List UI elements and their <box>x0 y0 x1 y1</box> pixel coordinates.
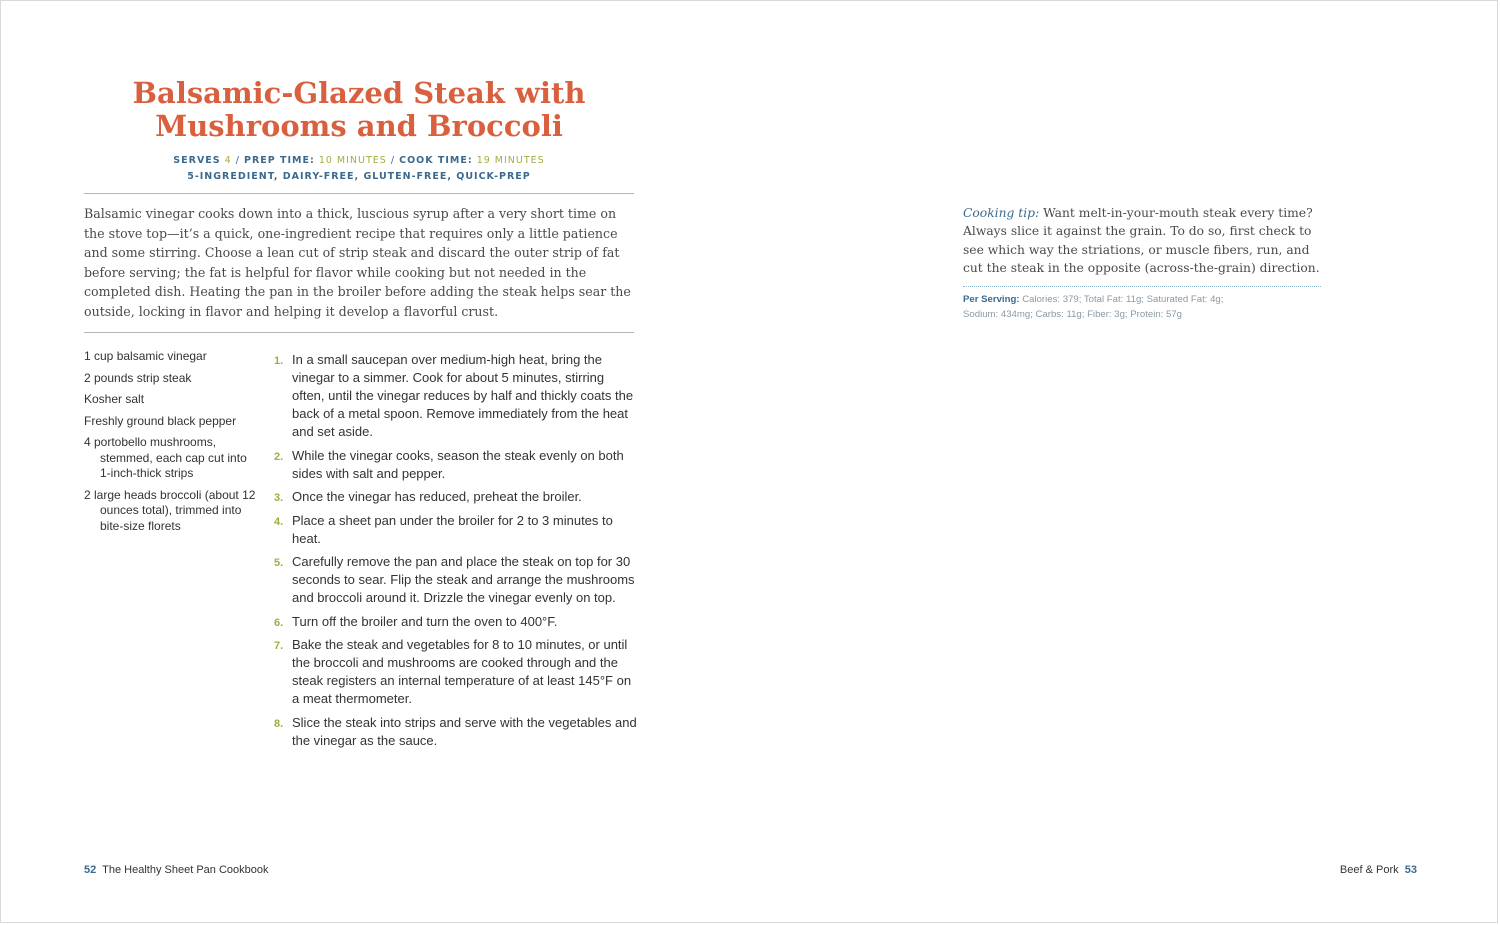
instruction-step <box>274 351 639 441</box>
ingredient-item: Freshly ground black pepper <box>84 413 237 428</box>
step-text: Place a sheet pan under the broiler for 2 to 3 minutes to heat. <box>292 512 613 546</box>
instruction-step <box>274 512 639 548</box>
ingredient-item: 4 portobello mushrooms, stemmed, each cap cut into 1-inch-thick strips <box>84 435 247 480</box>
nutrition-line-1: Calories: 379; Total Fat: 11g; Saturated Fat: 4g; <box>1019 294 1224 305</box>
cooking-tip-text: Want melt-in-your-mouth steak every time? Always slice it against the grain. To do so, first check to see which way the striations, or muscle fibers, run, and cut the steak in the opposite (across-the-grain) direction. <box>963 206 1320 275</box>
serves-label: SERVES <box>173 155 221 166</box>
step-number: 2. <box>274 450 284 463</box>
section-title: Beef & Pork <box>1339 864 1399 876</box>
cook-time-value: 19 MINUTES <box>476 155 545 166</box>
step-number: 3. <box>274 492 284 504</box>
instruction-step <box>274 613 639 631</box>
recipe-title-line-2: Mushrooms and Broccoli <box>155 109 563 143</box>
book-title: The Healthy Sheet Pan Cookbook <box>102 864 269 876</box>
footer-right <box>1340 864 1417 876</box>
step-text: Carefully remove the pan and place the steak on top for 30 seconds to sear. Flip the steak and arrange the mushrooms and broccoli around it. Drizzle the vinegar evenly on top. <box>292 554 635 605</box>
instruction-step <box>274 488 639 506</box>
cooking-tip <box>963 204 1333 277</box>
right-page <box>751 1 1499 924</box>
ingredient-item: 2 pounds strip steak <box>84 370 192 385</box>
serves-value: 4 <box>224 155 232 166</box>
page-number-right: 53 <box>1404 864 1417 876</box>
recipe-title-line-1: Balsamic-Glazed Steak with <box>132 76 586 110</box>
ingredient-item: 1 cup balsamic vinegar <box>84 349 207 363</box>
step-text: While the vinegar cooks, season the steak evenly on both sides with salt and pepper. <box>292 447 624 481</box>
page-number-left: 52 <box>84 864 97 876</box>
step-number: 6. <box>274 616 284 629</box>
footer-left <box>84 864 269 876</box>
recipe-title <box>84 77 634 143</box>
step-text: Slice the steak into strips and serve with the vegetables and the vinegar as the sauce. <box>292 714 637 748</box>
instruction-step <box>274 553 639 607</box>
step-text: Turn off the broiler and turn the oven to 400°F. <box>292 613 558 629</box>
prep-time-value: 10 MINUTES <box>318 155 387 166</box>
instructions-list <box>274 351 639 755</box>
instruction-step <box>274 447 639 483</box>
step-text: Bake the steak and vegetables for 8 to 10 minutes, or until the broccoli and mushrooms are cooked through and the steak registers an internal temperature of at least 145°F on a meat thermometer. <box>292 637 632 706</box>
ingredients-list <box>84 349 259 540</box>
instruction-step <box>274 714 639 750</box>
ingredient-item: Kosher salt <box>84 392 145 406</box>
nutrition-line-2: Sodium: 434mg; Carbs: 11g; Fiber: 3g; Protein: 57g <box>963 308 1182 320</box>
instruction-step <box>274 636 639 708</box>
recipe-meta <box>84 153 634 185</box>
recipe-times <box>84 153 634 169</box>
divider-bottom <box>84 332 634 333</box>
cooking-tip-label: Cooking tip: <box>963 206 1040 220</box>
nutrition-label: Per Serving: <box>963 294 1020 305</box>
step-number: 1. <box>274 355 284 367</box>
step-number: 5. <box>274 557 284 569</box>
step-number: 7. <box>274 640 284 652</box>
prep-time-label: PREP TIME: <box>243 155 315 166</box>
recipe-tags: 5-INGREDIENT, DAIRY-FREE, GLUTEN-FREE, QUICK-PREP <box>187 171 531 182</box>
step-number: 8. <box>274 717 284 730</box>
step-text: In a small saucepan over medium-high heat, bring the vinegar to a simmer. Cook for about 5 minutes, stirring often, until the vinegar reduces by half and thickly coats the back of a metal spoon. Remove immediately from the heat and set aside. <box>292 352 634 439</box>
meta-separator: / <box>235 155 240 166</box>
dotted-divider <box>963 286 1321 287</box>
ingredient-item: 2 large heads broccoli (about 12 ounces total), trimmed into bite-size florets <box>84 487 256 533</box>
step-number: 4. <box>274 515 284 528</box>
meta-separator: / <box>390 155 396 166</box>
divider-top <box>84 193 634 194</box>
nutrition-info <box>963 293 1333 322</box>
recipe-intro: Balsamic vinegar cooks down into a thick, luscious syrup after a very short time on the stove top—it’s a quick, one-ingredient recipe that requires only a little patience and some stirring. Choose a lean cut of strip steak and discard the outer strip of fat before serving; the fat is helpful for flavor while cooking but not needed in the completed dish. Heating the pan in the broiler before adding the steak helps sear the outside, locking in flavor and helping it develop a flavorful crust. <box>84 206 631 319</box>
left-page <box>1 1 751 924</box>
cook-time-label: COOK TIME: <box>399 155 473 166</box>
step-text: Once the vinegar has reduced, preheat the broiler. <box>292 489 582 504</box>
